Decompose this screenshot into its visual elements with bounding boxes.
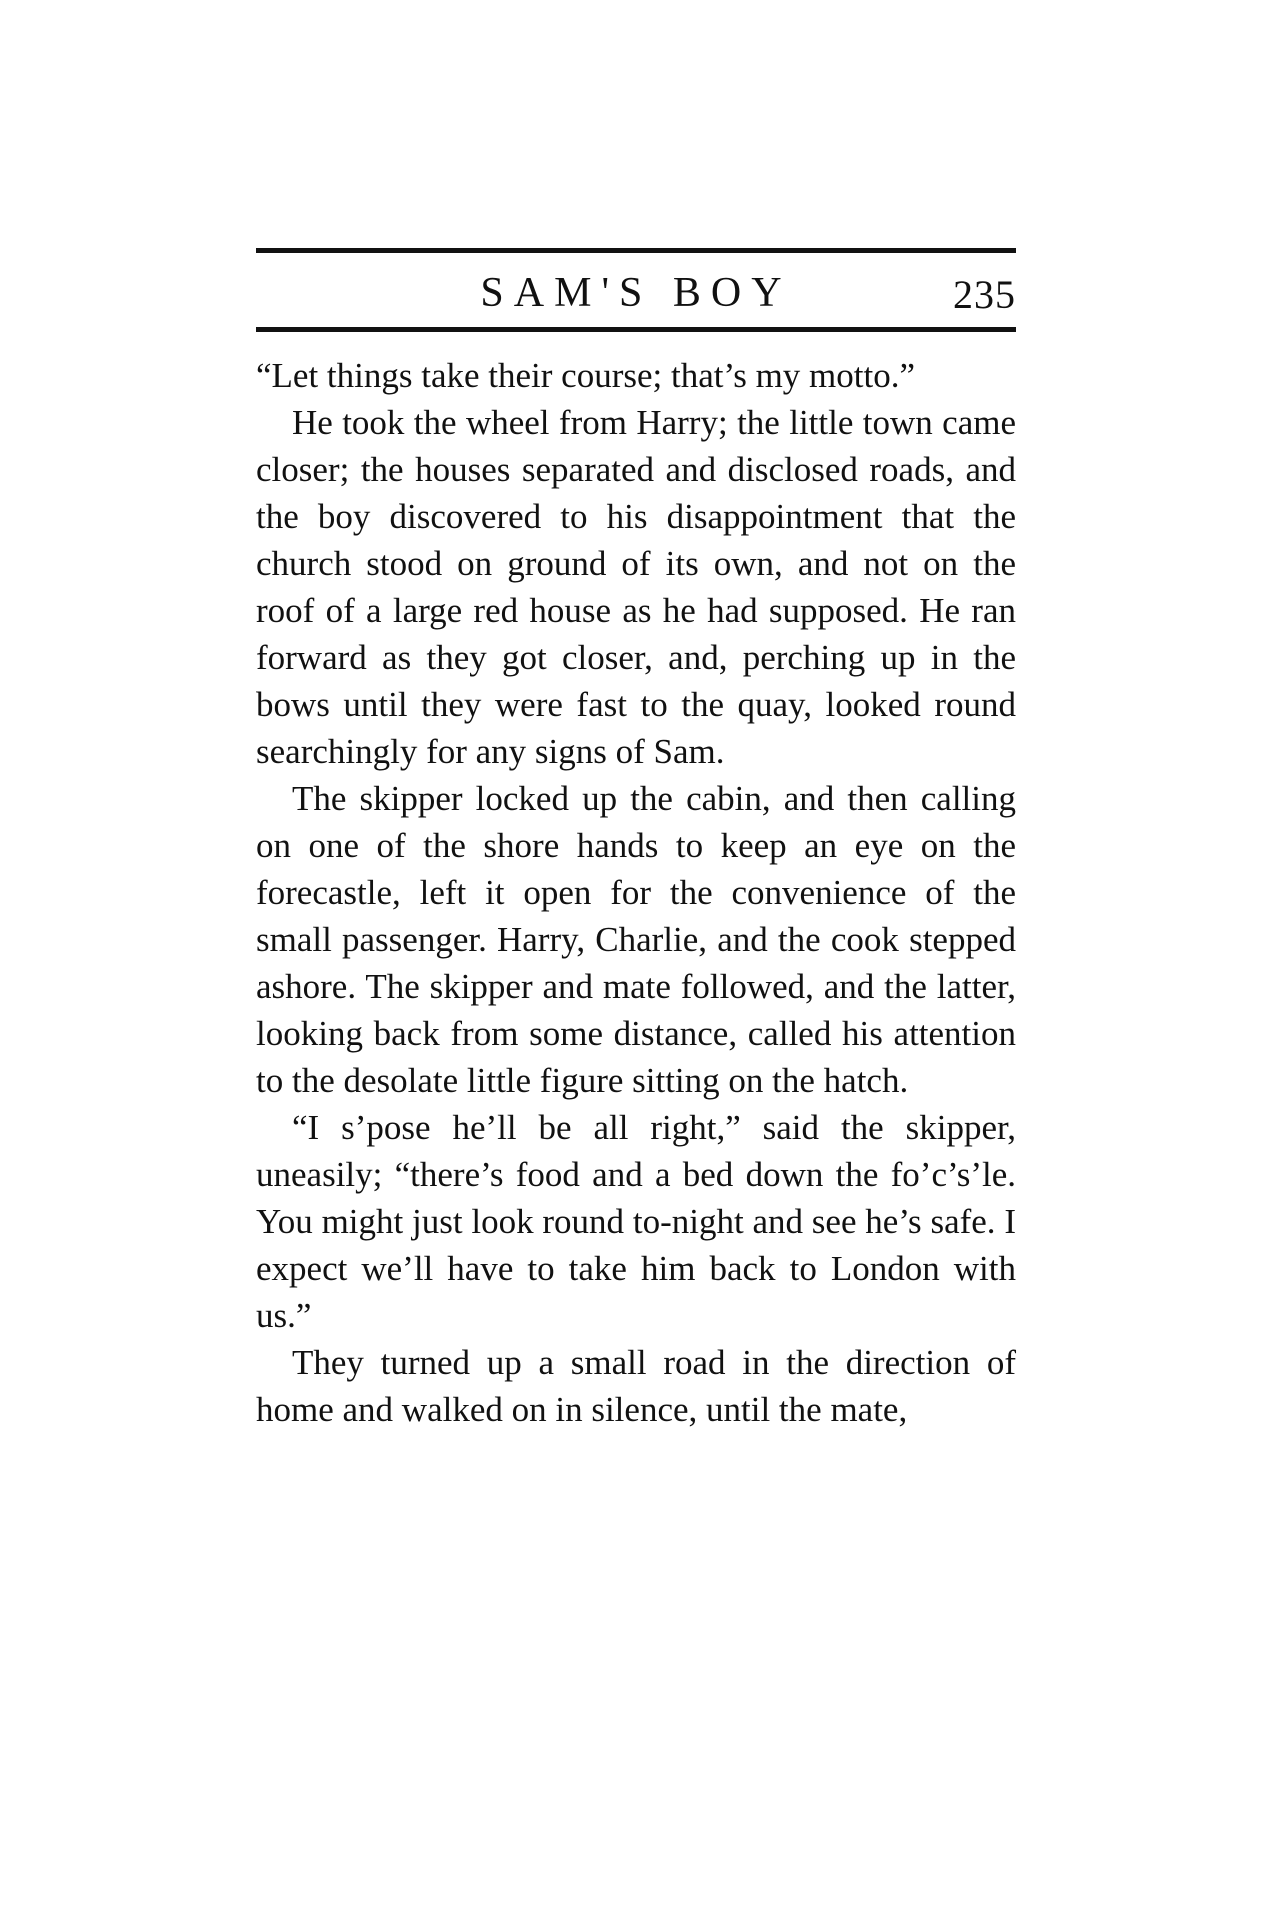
header-rule-top — [256, 248, 1016, 253]
page-number: 235 — [953, 272, 1016, 317]
body-text — [256, 352, 1016, 1433]
running-title: SAM'S BOY — [480, 270, 792, 316]
paragraph-1: “Let things take their course; that’s my motto.” — [256, 356, 916, 395]
paragraph-3: The skipper locked up the cabin, and then calling on one of the shore hands to keep an eye on the forecastle, left it open for the convenience of the small passenger. Harry, Charlie, and the cook stepped ashore. The skipper and mate followed, and the latter, looking back from some distance, called his attention to the desolate little figure sitting on the hatch. — [256, 779, 1016, 1100]
paragraph-2: He took the wheel from Harry; the little town came closer; the houses separated and disclosed roads, and the boy discovered to his disappointment that the church stood on ground of its own, and not on the roof of a large red house as he had supposed. He ran forward as they got closer, and, perching up in the bows until they were fast to the quay, looked round searchingly for any signs of Sam. — [256, 403, 1016, 771]
paragraph-5: They turned up a small road in the direction of home and walked on in silence, until the mate, — [256, 1343, 1016, 1429]
page-header — [256, 248, 1016, 332]
header-rule-bottom — [256, 327, 1016, 332]
paragraph-4: “I s’pose he’ll be all right,” said the skipper, uneasily; “there’s food and a bed down the fo’c’s’le. You might just look round to-night and see he’s safe. I expect we’ll have to take him back to London with us.” — [256, 1108, 1016, 1335]
